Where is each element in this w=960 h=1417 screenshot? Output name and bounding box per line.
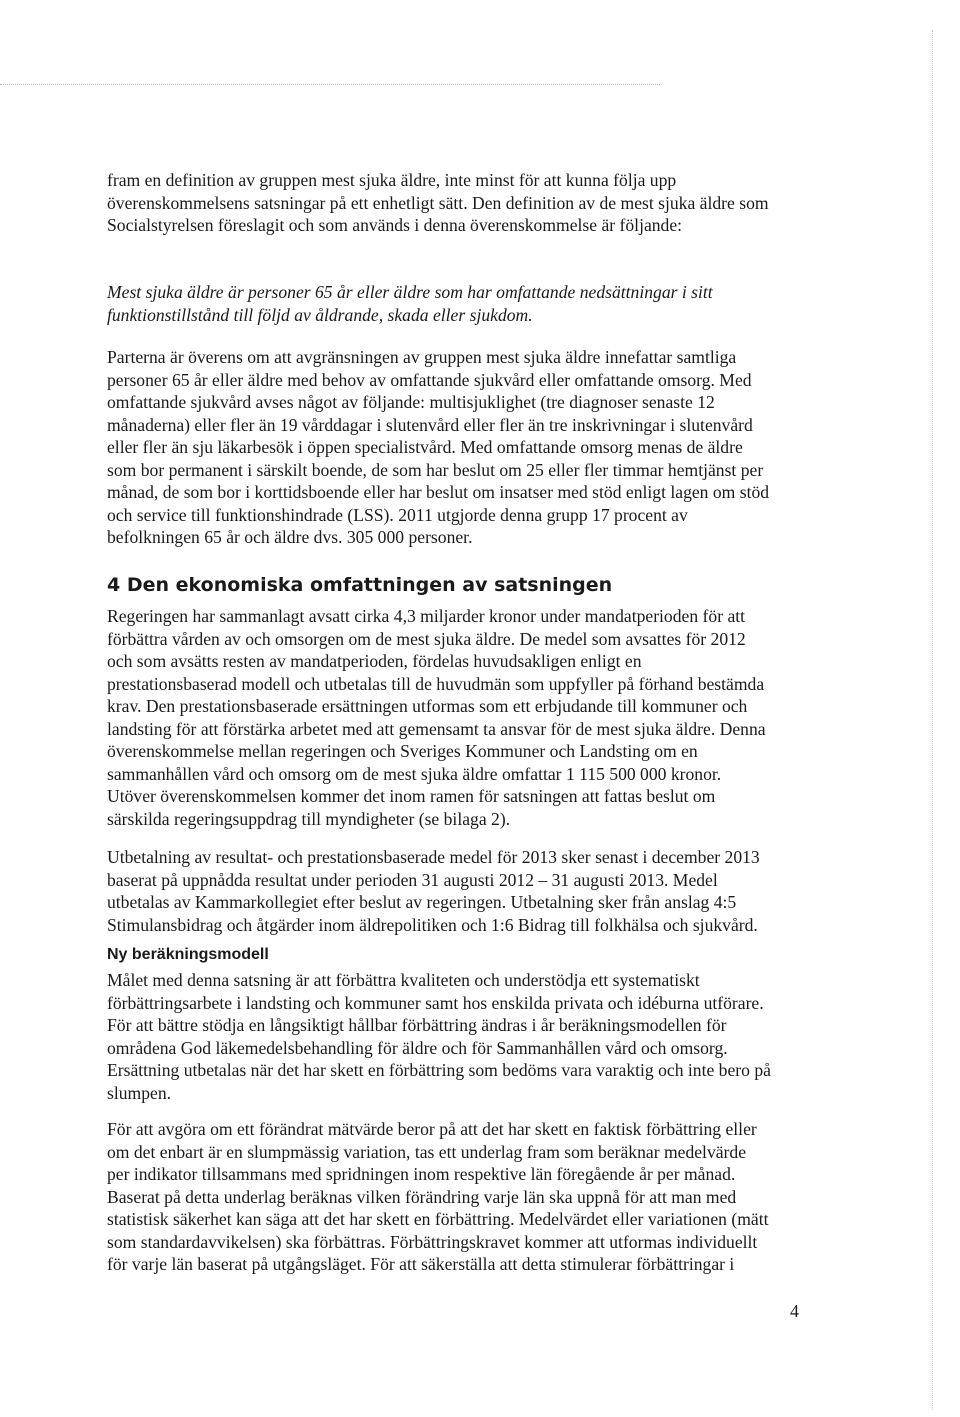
- text-line: om det enbart är en slumpmässig variation, tas ett underlag fram som beräknar medelvärde: [107, 1141, 747, 1162]
- text-line: landsting för att förstärka arbetet med att gemensamt ta ansvar för de mest sjuka äldre. Denna: [107, 718, 766, 739]
- text-line: fram en definition av gruppen mest sjuka äldre, inte minst för att kunna följa upp: [107, 170, 677, 190]
- text-line: Stimulansbidrag och åtgärder inom äldrepolitiken och 1:6 Bidrag till folkhälsa och sjukvård.: [107, 914, 758, 935]
- text-line: förbättra vården av och omsorgen om de mest sjuka äldre. De medel som avsattes för 2012: [107, 628, 746, 649]
- text-line: överenskommelse mellan regeringen och Sveriges Kommuner och Landsting om en: [107, 741, 698, 761]
- text-line: utbetalas av Kammarkollegiet efter beslut av regeringen. Utbetalning sker från anslag 4:5: [107, 892, 737, 912]
- text-line: personer 65 år eller äldre med behov av omfattande sjukvård eller omfattande omsorg. Med: [107, 369, 752, 390]
- text-line: prestationsbaserad modell och utbetalas till de huvudmän som uppfyller på förhand bestämda: [107, 673, 765, 694]
- text-line: för varje län baserat på utgångsläget. För att säkerställa att detta stimulerar förbättringar i: [107, 1254, 735, 1274]
- scan-artifact-right: [932, 30, 933, 1410]
- text-line: per indikator tillsammans med spridningen inom respektive län föregående år per månad.: [107, 1164, 736, 1184]
- text-line: Utbetalning av resultat- och prestationsbaserade medel för 2013 sker senast i december 2013: [107, 847, 760, 867]
- text-line: slumpen.: [107, 1082, 172, 1103]
- text-line: områdena God läkemedelsbehandling för äldre och för Sammanhållen vård och omsorg.: [107, 1037, 728, 1058]
- text-line: förbättringsarbete i landsting och kommuner samt hos enskilda privata och idéburna utförare.: [107, 992, 764, 1013]
- text-line: månaderna) eller fler än 19 vårddagar i slutenvård eller fler än tre inskrivningar i slutenvård: [107, 414, 753, 435]
- text-line: Socialstyrelsen föreslagit och som används i denna överenskommelse är följande:: [107, 215, 683, 235]
- paragraph-target-group: [107, 346, 815, 549]
- paragraph-economic-scope: [107, 605, 815, 830]
- text-line: och service till funktionshindrade (LSS). 2011 utgjorde denna grupp 17 procent av: [107, 504, 688, 525]
- text-line: som standardavvikelsen) ska förbättras. Förbättringskravet kommer att utformas individuellt: [107, 1231, 758, 1252]
- text-line: särskilda regeringsuppdrag till myndigheter (se bilaga 2).: [107, 808, 511, 829]
- text-line: som bor permanent i särskilt boende, de som har beslut om 25 eller fler timmar hemtjänst per: [107, 459, 764, 480]
- section-heading: 4 Den ekonomiska omfattningen av satsningen: [107, 574, 613, 596]
- text-line: omfattande sjukvård avses något av följande: multisjuklighet (tre diagnoser senaste 12: [107, 392, 715, 412]
- text-line: För att avgöra om ett förändrat mätvärde beror på att det har skett en faktisk förbättring eller: [107, 1119, 757, 1139]
- paragraph-new-model: [107, 969, 815, 1104]
- quote-line: Mest sjuka äldre är personer 65 år eller äldre som har omfattande nedsättningar i sitt: [107, 282, 713, 302]
- text-line: statistisk säkerhet kan säga att det har skett en förbättring. Medelvärdet eller variationen (mätt: [107, 1209, 769, 1229]
- paragraph-definition-intro: [107, 169, 815, 237]
- page-number: 4: [790, 1301, 799, 1321]
- text-line: Parterna är överens om att avgränsningen av gruppen mest sjuka äldre innefattar samtliga: [107, 347, 737, 367]
- paragraph-measurement: [107, 1118, 815, 1276]
- definition-quote: [107, 281, 815, 326]
- subheading: Ny beräkningsmodell: [107, 946, 269, 963]
- scan-artifact-top: [0, 84, 660, 85]
- text-line: sammanhållen vård och omsorg om de mest sjuka äldre omfattar 1 115 500 000 kronor.: [107, 763, 722, 784]
- text-line: krav. Den prestationsbaserade ersättningen utformas som ett erbjudande till kommuner och: [107, 696, 748, 716]
- text-line: Baserat på detta underlag beräknas vilken förändring varje län ska uppnå för att man med: [107, 1186, 737, 1207]
- quote-line: funktionstillstånd till följd av åldrande, skada eller sjukdom.: [107, 304, 533, 325]
- text-line: Ersättning utbetalas när det har skett en förbättring som bedöms vara varaktig och inte bero på: [107, 1060, 771, 1080]
- text-line: För att bättre stödja en långsiktigt hållbar förbättring ändras i år beräkningsmodellen för: [107, 1015, 727, 1035]
- text-line: befolkningen 65 år och äldre dvs. 305 000 personer.: [107, 527, 473, 547]
- text-line: överenskommelsens satsningar på ett enhetligt sätt. Den definition av de mest sjuka äldre som: [107, 192, 769, 213]
- text-line: och som avsätts resten av mandatperioden, fördelas huvudsakligen enligt en: [107, 651, 642, 671]
- text-line: Utöver överenskommelsen kommer det inom ramen för satsningen att fattas beslut om: [107, 786, 716, 806]
- text-line: Regeringen har sammanlagt avsatt cirka 4,3 miljarder kronor under mandatperioden för att: [107, 606, 746, 626]
- text-line: baserat på uppnådda resultat under perioden 31 augusti 2012 – 31 augusti 2013. Medel: [107, 869, 718, 890]
- text-line: Målet med denna satsning är att förbättra kvaliteten och understödja ett systematiskt: [107, 970, 700, 990]
- text-line: eller fler än sju läkarbesök i öppen specialistvård. Med omfattande omsorg menas de äldre: [107, 437, 743, 457]
- paragraph-payment: [107, 846, 815, 936]
- text-line: månad, de som bor i korttidsboende eller har beslut om insatser med stöd enligt lagen om stöd: [107, 482, 770, 502]
